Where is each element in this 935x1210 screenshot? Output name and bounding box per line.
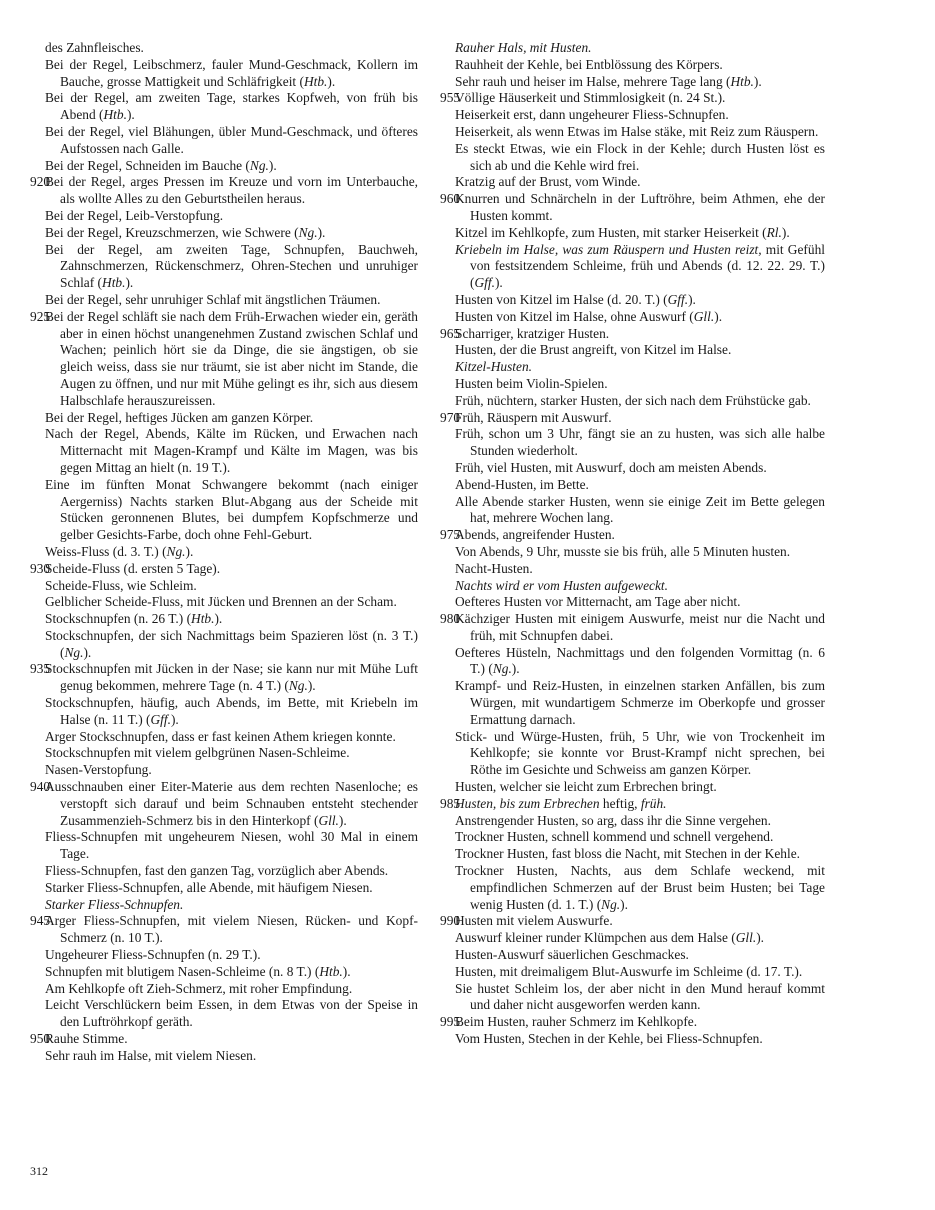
italic-text: Htb. bbox=[102, 275, 126, 291]
symptom-entry bbox=[440, 90, 825, 107]
entry-text: Am Kehlkopfe oft Zieh-Schmerz, mit roher Empfindung. bbox=[45, 980, 353, 996]
entry-text: Husten mit vielem Auswurfe. bbox=[455, 913, 613, 929]
italic-text: Kriebeln im Halse, was zum Räuspern und Husten reizt, bbox=[455, 241, 762, 257]
entry-text: Sie hustet Schleim los, der aber nicht in den Mund herauf kommt und daher nicht ausgeworfen werden kann. bbox=[455, 980, 825, 1013]
entry-number: 985 bbox=[440, 795, 461, 811]
italic-text: Htb. bbox=[730, 73, 754, 89]
entry-text: Scheide-Fluss, wie Schleim. bbox=[45, 577, 197, 593]
symptom-entry bbox=[30, 57, 418, 91]
entry-text: Abends, angreifender Husten. bbox=[455, 527, 615, 543]
symptom-entry bbox=[30, 829, 418, 863]
entry-text: Husten-Auswurf säuerlichen Geschmackes. bbox=[455, 947, 689, 963]
symptom-entry bbox=[30, 628, 418, 662]
italic-text: früh. bbox=[640, 795, 667, 811]
entry-text: Sehr rauh und heiser im Halse, mehrere Tage lang ( bbox=[455, 73, 731, 89]
italic-text: Ng. bbox=[249, 157, 269, 173]
symptom-entry bbox=[440, 561, 825, 578]
entry-text: Stockschnupfen (n. 26 T.) ( bbox=[45, 611, 192, 627]
entry-text: Kitzel im Kehlkopfe, zum Husten, mit starker Heiserkeit ( bbox=[455, 224, 767, 240]
symptom-entry bbox=[440, 494, 825, 528]
entry-text: Gelblicher Scheide-Fluss, mit Jücken und Brennen an der Scham. bbox=[45, 594, 397, 610]
entry-number: 935 bbox=[30, 661, 51, 677]
symptom-entry bbox=[440, 74, 825, 91]
entry-text: Knurren und Schnärcheln in der Luftröhre, beim Athmen, ehe der Husten kommt. bbox=[455, 191, 825, 223]
symptom-entry bbox=[440, 829, 825, 846]
entry-number: 960 bbox=[440, 191, 461, 207]
symptom-entry bbox=[440, 913, 825, 930]
entry-text: Scheide-Fluss (d. ersten 5 Tage). bbox=[45, 560, 221, 576]
symptom-entry bbox=[30, 729, 418, 746]
italic-text: Gll. bbox=[693, 308, 715, 324]
entry-text: Husten, mit dreimaligem Blut-Auswurfe im Schleime (d. 17. T.). bbox=[455, 963, 803, 979]
symptom-entry bbox=[30, 225, 418, 242]
symptom-entry bbox=[440, 191, 825, 225]
entry-text: Rauhheit der Kehle, bei Entblössung des Körpers. bbox=[455, 56, 723, 72]
italic-text: Ng. bbox=[288, 678, 308, 694]
entry-text: ). bbox=[781, 224, 790, 240]
italic-text: Ng. bbox=[298, 224, 318, 240]
symptom-entry bbox=[30, 208, 418, 225]
entry-text: ). bbox=[756, 930, 765, 946]
entry-text: Früh, viel Husten, mit Auswurf, doch am meisten Abends. bbox=[455, 459, 767, 475]
entry-number: 975 bbox=[440, 527, 461, 543]
entry-text: Krampf- und Reiz-Husten, in einzelnen starken Anfällen, bis zum Würgen, mit wundartigem Schmerze im Oberkopfe und grosser Ermattung darnach. bbox=[455, 678, 825, 727]
symptom-entry bbox=[440, 107, 825, 124]
symptom-entry bbox=[440, 1014, 825, 1031]
symptom-entry bbox=[440, 326, 825, 343]
entry-number: 995 bbox=[440, 1014, 461, 1030]
entry-text: Auswurf kleiner runder Klümpchen aus dem Halse ( bbox=[455, 930, 736, 946]
entry-number: 930 bbox=[30, 560, 51, 576]
symptom-entry bbox=[30, 578, 418, 595]
italic-text: Husten, bis zum Erbrechen bbox=[455, 795, 600, 811]
entry-text: ). bbox=[126, 107, 135, 123]
entry-text: Völlige Häuserkeit und Stimmlosigkeit (n. 24 St.). bbox=[455, 90, 726, 106]
italic-text: Gff. bbox=[474, 275, 495, 291]
entry-text: Schnupfen mit blutigem Nasen-Schleime (n. 8 T.) ( bbox=[45, 963, 320, 979]
symptom-entry bbox=[30, 124, 418, 158]
entry-text: Stockschnupfen, der sich Nachmittags beim Spazieren löst (n. 3 T.) ( bbox=[45, 627, 418, 660]
entry-text: Nacht-Husten. bbox=[455, 560, 533, 576]
entry-text: Bei der Regel schläft sie nach dem Früh-Erwachen wieder ein, geräth aber in einen höchst unangenehmen Zustand zwischen Schlaf und Wachen; peinlich hört sie da Dinge, die sie ängstigen, ob sie gleich weiss, dass sie nur träumt, sie ist aber nicht im Stande, die Augen zu öffnen, und nur mit Mühe gelingt es ihr, sich aus diesem Halbschlafe herauszureissen. bbox=[45, 308, 418, 408]
symptom-entry bbox=[440, 225, 825, 242]
italic-text: Ng. bbox=[166, 543, 186, 559]
entry-number: 965 bbox=[440, 325, 461, 341]
symptom-entry bbox=[440, 57, 825, 74]
entry-text: Kächziger Husten mit einigem Auswurfe, meist nur die Nacht und früh, mit Schnupfen dabei. bbox=[455, 611, 825, 643]
entry-text: Trockner Husten, schnell kommend und schnell vergehend. bbox=[455, 829, 774, 845]
symptom-entry bbox=[30, 292, 418, 309]
entry-text: Sehr rauh im Halse, mit vielem Niesen. bbox=[45, 1047, 257, 1063]
symptom-entry bbox=[30, 561, 418, 578]
entry-text: ). bbox=[327, 73, 336, 89]
entry-text: Heiserkeit, als wenn Etwas im Halse stäke, mit Reiz zum Räuspern. bbox=[455, 123, 819, 139]
symptom-entry bbox=[440, 141, 825, 175]
symptom-entry bbox=[440, 359, 825, 376]
italic-text: Nachts wird er vom Husten aufgeweckt. bbox=[455, 577, 668, 593]
entry-text: Bei der Regel, Leibschmerz, fauler Mund-Geschmack, Kollern im Bauche, grosse Mattigkeit und Schläfrigkeit ( bbox=[45, 56, 418, 89]
page-number: 312 bbox=[30, 1164, 48, 1178]
symptom-entry bbox=[30, 762, 418, 779]
entry-text: Oefteres Husten vor Mitternacht, am Tage aber nicht. bbox=[455, 594, 741, 610]
entry-text: Husten, welcher sie leicht zum Erbrechen bringt. bbox=[455, 779, 717, 795]
entry-text: Fliess-Schnupfen, fast den ganzen Tag, vorzüglich aber Abends. bbox=[45, 863, 389, 879]
entry-text: Bei der Regel, Kreuzschmerzen, wie Schwere ( bbox=[45, 224, 299, 240]
symptom-entry bbox=[440, 527, 825, 544]
entry-number: 970 bbox=[440, 409, 461, 425]
italic-text: Htb. bbox=[103, 107, 127, 123]
italic-text: Gff. bbox=[150, 711, 171, 727]
italic-text: Gff. bbox=[667, 291, 689, 307]
symptom-entry bbox=[440, 729, 825, 779]
entry-text: Stockschnupfen, häufig, auch Abends, im Bette, mit Kriebeln im Halse (n. 11 T.) ( bbox=[45, 695, 418, 727]
entry-text: Bei der Regel, viel Blähungen, übler Mund-Geschmack, und öfteres Aufstossen nach Galle. bbox=[45, 123, 418, 156]
italic-text: Rl. bbox=[766, 224, 782, 240]
entry-text: Bei der Regel, sehr unruhiger Schlaf mit ängstlichen Träumen. bbox=[45, 291, 381, 307]
italic-text: Htb. bbox=[191, 611, 215, 627]
symptom-entry bbox=[440, 393, 825, 410]
entry-text: ). bbox=[620, 896, 628, 912]
symptom-entry bbox=[30, 863, 418, 880]
entry-text: Arger Stockschnupfen, dass er fast keinen Athem kriegen konnte. bbox=[45, 728, 396, 744]
symptom-entry bbox=[30, 242, 418, 292]
entry-text: Anstrengender Husten, so arg, dass ihr die Sinne vergehen. bbox=[455, 812, 771, 828]
entry-text: Trockner Husten, fast bloss die Nacht, mit Stechen in der Kehle. bbox=[455, 846, 800, 862]
entry-text: Fliess-Schnupfen mit ungeheurem Niesen, wohl 30 Mal in einem Tage. bbox=[45, 829, 418, 862]
symptom-entry bbox=[30, 661, 418, 695]
italic-text: Gll. bbox=[318, 812, 339, 828]
entry-text: ). bbox=[317, 224, 326, 240]
entry-number: 940 bbox=[30, 779, 51, 795]
entry-number: 925 bbox=[30, 308, 51, 324]
symptom-entry bbox=[440, 477, 825, 494]
symptom-entry bbox=[440, 292, 825, 309]
symptom-entry bbox=[440, 376, 825, 393]
symptom-entry bbox=[30, 40, 418, 57]
entry-text: Kratzig auf der Brust, vom Winde. bbox=[455, 174, 641, 190]
entry-text: Bei der Regel, Schneiden im Bauche ( bbox=[45, 157, 250, 173]
symptom-entry bbox=[30, 947, 418, 964]
symptom-entry bbox=[440, 40, 825, 57]
entry-number: 990 bbox=[440, 913, 461, 929]
symptom-entry bbox=[440, 594, 825, 611]
entry-text: Stockschnupfen mit vielem gelbgrünen Nasen-Schleime. bbox=[45, 745, 350, 761]
left-column bbox=[30, 40, 418, 1065]
entry-text: ). bbox=[170, 711, 179, 727]
entry-text: Abend-Husten, im Bette. bbox=[455, 476, 589, 492]
symptom-entry bbox=[440, 309, 825, 326]
symptom-entry bbox=[30, 964, 418, 981]
entry-text: Scharriger, kratziger Husten. bbox=[455, 325, 610, 341]
entry-text: Husten beim Violin-Spielen. bbox=[455, 375, 608, 391]
symptom-entry bbox=[30, 981, 418, 998]
symptom-entry bbox=[440, 813, 825, 830]
symptom-entry bbox=[30, 880, 418, 897]
italic-text: Kitzel-Husten. bbox=[455, 359, 532, 375]
italic-text: Starker Fliess-Schnupfen. bbox=[45, 896, 184, 912]
symptom-entry bbox=[440, 1031, 825, 1048]
entry-number: 920 bbox=[30, 174, 51, 190]
symptom-entry bbox=[440, 846, 825, 863]
entry-text: Nasen-Verstopfung. bbox=[45, 762, 152, 778]
entry-text: Alle Abende starker Husten, wenn sie einige Zeit im Bette gelegen hat, mehrere Wochen lang. bbox=[455, 493, 825, 526]
entry-text: Bei der Regel, arges Pressen im Kreuze und vorn im Unterbauche, als wollte Alles zu den Geburtstheilen heraus. bbox=[45, 174, 418, 207]
symptom-entry bbox=[30, 477, 418, 544]
entry-text: Vom Husten, Stechen in der Kehle, bei Fliess-Schnupfen. bbox=[455, 1031, 763, 1047]
entry-text: Stockschnupfen mit Jücken in der Nase; sie kann nur mit Mühe Luft genug bekommen, mehrere Tage (n. 4 T.) ( bbox=[45, 661, 418, 694]
symptom-entry bbox=[440, 342, 825, 359]
entry-number: 950 bbox=[30, 1031, 51, 1047]
symptom-entry bbox=[440, 645, 825, 679]
entry-text: ). bbox=[214, 611, 223, 627]
entry-text: Stick- und Würge-Husten, früh, 5 Uhr, wie von Trockenheit im Kehlkopfe; sie konnte vor Brust-Krampf nicht sprechen, bei Röthe im Gesichte und Schweiss am ganzen Körper. bbox=[455, 728, 825, 778]
entry-text: ). bbox=[753, 73, 762, 89]
symptom-entry bbox=[440, 460, 825, 477]
symptom-entry bbox=[30, 611, 418, 628]
italic-text: Gll. bbox=[735, 930, 757, 946]
symptom-entry bbox=[30, 913, 418, 947]
entry-number: 945 bbox=[30, 913, 51, 929]
symptom-entry bbox=[440, 678, 825, 728]
right-column bbox=[440, 40, 825, 1048]
entry-text: Bei der Regel, am zweiten Tage, starkes Kopfweh, von früh bis Abend ( bbox=[45, 90, 418, 123]
symptom-entry bbox=[30, 544, 418, 561]
entry-text: ). bbox=[338, 812, 347, 828]
symptom-entry bbox=[440, 410, 825, 427]
symptom-entry bbox=[30, 410, 418, 427]
symptom-entry bbox=[440, 863, 825, 913]
italic-text: Ng. bbox=[64, 644, 84, 660]
symptom-entry bbox=[30, 695, 418, 729]
symptom-entry bbox=[30, 997, 418, 1031]
entry-text: Beim Husten, rauher Schmerz im Kehlkopfe. bbox=[455, 1014, 698, 1030]
entry-text: Ungeheurer Fliess-Schnupfen (n. 29 T.). bbox=[45, 947, 261, 963]
symptom-entry bbox=[30, 158, 418, 175]
entry-text: ). bbox=[83, 644, 92, 660]
symptom-entry bbox=[30, 309, 418, 410]
entry-text: ). bbox=[494, 275, 503, 291]
entry-text: ). bbox=[714, 308, 723, 324]
entry-text: Bei der Regel, heftiges Jücken am ganzen Körper. bbox=[45, 409, 314, 425]
symptom-entry bbox=[440, 242, 825, 292]
entry-text: Es steckt Etwas, wie ein Flock in der Kehle; durch Husten löst es sich ab und die Kehle wird frei. bbox=[455, 140, 825, 173]
entry-text: heftig, bbox=[599, 795, 641, 811]
symptom-entry bbox=[30, 90, 418, 124]
entry-text: Weiss-Fluss (d. 3. T.) ( bbox=[45, 543, 167, 559]
symptom-entry bbox=[440, 779, 825, 796]
symptom-entry bbox=[30, 1048, 418, 1065]
italic-text: Rauher Hals, mit Husten. bbox=[455, 40, 592, 55]
italic-text: Htb. bbox=[303, 73, 328, 89]
entry-text: Oefteres Hüsteln, Nachmittags und den folgenden Vormittag (n. 6 T.) ( bbox=[455, 644, 825, 677]
entry-text: ). bbox=[688, 291, 696, 307]
entry-text: Trockner Husten, Nachts, aus dem Schlafe weckend, mit empfindlichen Schmerzen auf der Brust beim Husten; bei Tage wenig Husten (d. 1. T.) ( bbox=[455, 863, 825, 912]
symptom-entry bbox=[30, 1031, 418, 1048]
symptom-entry bbox=[30, 897, 418, 914]
symptom-entry bbox=[440, 426, 825, 460]
entry-text: Husten von Kitzel im Halse (d. 20. T.) ( bbox=[455, 291, 668, 307]
symptom-entry bbox=[440, 981, 825, 1015]
entry-text: ). bbox=[185, 543, 194, 559]
entry-text: Rauhe Stimme. bbox=[45, 1031, 128, 1047]
symptom-entry bbox=[30, 426, 418, 476]
symptom-entry bbox=[30, 779, 418, 829]
entry-text: Von Abends, 9 Uhr, musste sie bis früh, alle 5 Minuten husten. bbox=[455, 543, 791, 559]
entry-text: Leicht Verschlückern beim Essen, in dem Etwas von der Speise in den Luftröhrkopf geräth. bbox=[45, 997, 418, 1030]
entry-text: Bei der Regel, am zweiten Tage, Schnupfen, Bauchweh, Zahnschmerzen, Rückenschmerz, Ohren-Stechen und unruhiger Schlaf ( bbox=[45, 241, 418, 291]
symptom-entry bbox=[440, 930, 825, 947]
entry-text: Früh, Räuspern mit Auswurf. bbox=[455, 409, 612, 425]
italic-text: Ng. bbox=[492, 661, 512, 677]
symptom-entry bbox=[440, 964, 825, 981]
symptom-entry bbox=[440, 947, 825, 964]
symptom-entry bbox=[30, 594, 418, 611]
entry-text: Bei der Regel, Leib-Verstopfung. bbox=[45, 207, 224, 223]
entry-number: 955 bbox=[440, 90, 461, 106]
entry-text: Ausschnauben einer Eiter-Materie aus dem rechten Nasenloche; es verstopft sich darauf und beim Schnauben entsteht stechender Zusammenzieh-Schmerz bis in den Hinterkopf ( bbox=[45, 779, 418, 828]
entry-text: ). bbox=[268, 157, 277, 173]
symptom-entry bbox=[440, 611, 825, 645]
italic-text: Ng. bbox=[601, 896, 621, 912]
symptom-entry bbox=[30, 745, 418, 762]
entry-text: ). bbox=[307, 678, 316, 694]
entry-text: Früh, schon um 3 Uhr, fängt sie an zu husten, was sich alle halbe Stunden wiederholt. bbox=[455, 426, 825, 459]
symptom-entry bbox=[30, 174, 418, 208]
entry-text: mit Gefühl von festsitzendem Schleime, früh und Abends (d. 12. 22. 29. T.) ( bbox=[470, 241, 825, 291]
entry-number: 980 bbox=[440, 611, 461, 627]
entry-text: Nach der Regel, Abends, Kälte im Rücken, und Erwachen nach Mitternacht mit Magen-Krampf und Kälte im Magen, was bis gegen Mittag an hielt (n. 19 T.). bbox=[45, 426, 418, 475]
entry-text: des Zahnfleisches. bbox=[45, 40, 144, 55]
symptom-entry bbox=[440, 796, 825, 813]
entry-text: ). bbox=[125, 275, 134, 291]
entry-text: ). bbox=[511, 661, 520, 677]
entry-text: Früh, nüchtern, starker Husten, der sich nach dem Frühstücke gab. bbox=[455, 392, 811, 408]
entry-text: ). bbox=[342, 963, 351, 979]
entry-text: Starker Fliess-Schnupfen, alle Abende, mit häufigem Niesen. bbox=[45, 879, 373, 895]
entry-text: Husten, der die Brust angreift, von Kitzel im Halse. bbox=[455, 342, 732, 358]
italic-text: Htb. bbox=[319, 963, 343, 979]
symptom-entry bbox=[440, 578, 825, 595]
entry-text: Eine im fünften Monat Schwangere bekommt (nach einiger Aergerniss) Nachts starken Blut-Abgang aus der Scheide mit Stücken geronnenen Blutes, bei dumpfem Kopfschmerze und gelber Gesichts-Farbe, doch ohne Fehl-Geburt. bbox=[45, 476, 418, 543]
entry-text: Husten von Kitzel im Halse, ohne Auswurf ( bbox=[455, 308, 694, 324]
entry-text: Arger Fliess-Schnupfen, mit vielem Niesen, Rücken- und Kopf-Schmerz (n. 10 T.). bbox=[45, 913, 418, 946]
entry-text: Heiserkeit erst, dann ungeheurer Fliess-Schnupfen. bbox=[455, 107, 729, 123]
symptom-entry bbox=[440, 544, 825, 561]
symptom-entry bbox=[440, 174, 825, 191]
symptom-entry bbox=[440, 124, 825, 141]
